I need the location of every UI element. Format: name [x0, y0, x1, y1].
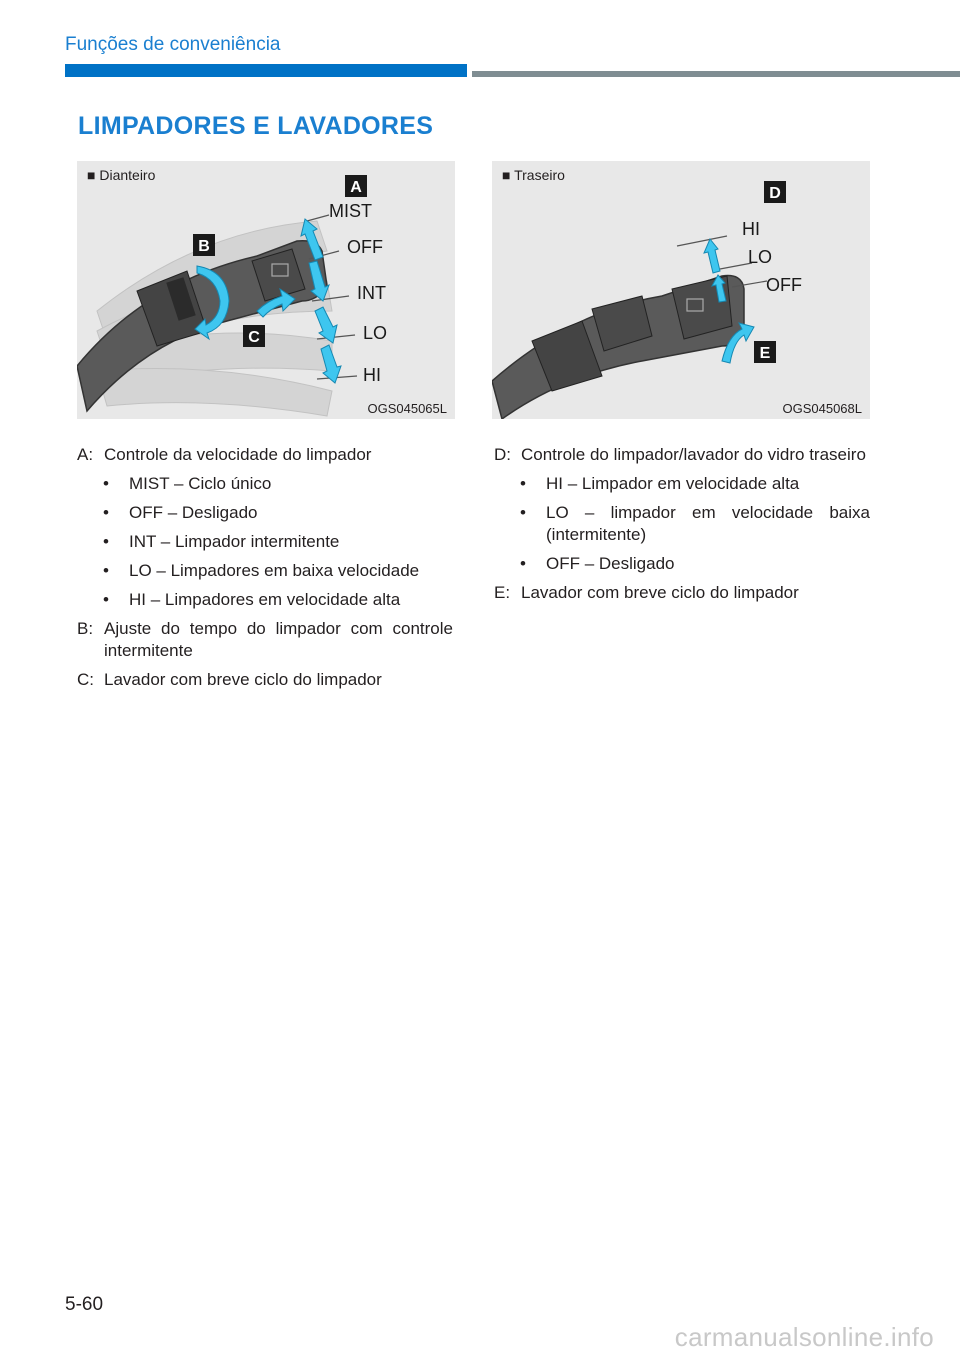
bullet-text: INT – Limpador intermitente: [129, 532, 340, 551]
item-b: [77, 618, 453, 662]
bullet-icon: •: [103, 590, 109, 609]
bullet-icon: •: [520, 474, 526, 493]
bullet-item: [77, 560, 453, 582]
item-text: Controle da velocidade do limpador: [104, 445, 372, 464]
item-text: Ajuste do tempo do limpador com controle intermitente: [104, 619, 453, 660]
bullet-text: OFF – Desligado: [546, 554, 675, 573]
label-lo-rear: LO: [748, 247, 773, 267]
bullet-item: [77, 531, 453, 553]
label-a: A: [350, 179, 362, 196]
front-wiper-illustration: [77, 161, 455, 419]
section-title: LIMPADORES E LAVADORES: [78, 112, 434, 140]
label-d: D: [769, 185, 781, 202]
figure-code-rear: OGS045068L: [782, 401, 862, 416]
figure-code-front: OGS045065L: [367, 401, 447, 416]
item-e: [494, 582, 870, 604]
bullet-text: HI – Limpadores em velocidade alta: [129, 590, 401, 609]
label-hi-rear: HI: [742, 219, 760, 239]
bullet-icon: •: [103, 532, 109, 551]
rear-wiper-illustration: [492, 161, 870, 419]
bullet-text: LO – limpador em velocidade baixa (intermitente): [546, 503, 870, 544]
bullet-item: [77, 473, 453, 495]
rear-wiper-description: [494, 444, 870, 611]
item-key: D:: [494, 445, 511, 464]
label-mist: MIST: [329, 201, 372, 221]
item-a: [77, 444, 453, 466]
bullet-item: [77, 502, 453, 524]
item-text: Lavador com breve ciclo do limpador: [104, 670, 382, 689]
label-hi: HI: [363, 365, 381, 385]
item-c: [77, 669, 453, 691]
figure-caption-rear: ■ Traseiro: [502, 167, 565, 183]
header-bar-gray: [472, 71, 960, 77]
item-key: A:: [77, 445, 94, 464]
item-text: Lavador com breve ciclo do limpador: [521, 583, 799, 602]
running-header: Funções de conveniência: [65, 34, 281, 55]
label-e: E: [759, 345, 771, 362]
page-number: 5-60: [65, 1294, 104, 1315]
bullet-text: MIST – Ciclo único: [129, 474, 272, 493]
bullet-icon: •: [520, 554, 526, 573]
bullet-icon: •: [103, 561, 109, 580]
item-key: B:: [77, 619, 94, 638]
bullet-text: HI – Limpador em velocidade alta: [546, 474, 800, 493]
label-off-rear: OFF: [766, 275, 802, 295]
figure-caption-front: ■ Dianteiro: [87, 167, 156, 183]
bullet-icon: •: [520, 503, 526, 522]
bullet-item: [494, 502, 870, 546]
item-d: [494, 444, 870, 466]
item-text: Controle do limpador/lavador do vidro traseiro: [521, 445, 866, 464]
label-c: C: [248, 329, 260, 346]
item-key: C:: [77, 670, 94, 689]
bullet-item: [494, 553, 870, 575]
bullet-icon: •: [103, 503, 109, 522]
label-off: OFF: [347, 237, 383, 257]
bullet-text: LO – Limpadores em baixa velocidade: [129, 561, 420, 580]
label-int: INT: [357, 283, 386, 303]
rear-wiper-figure: [492, 161, 870, 419]
bullet-item: [77, 589, 453, 611]
bullet-icon: •: [103, 474, 109, 493]
header-bar-blue: [65, 64, 467, 77]
label-lo: LO: [363, 323, 388, 343]
front-wiper-description: [77, 444, 453, 698]
label-b: B: [198, 238, 210, 255]
item-key: E:: [494, 583, 511, 602]
bullet-text: OFF – Desligado: [129, 503, 258, 522]
watermark: carmanualsonline.info: [674, 1322, 934, 1352]
bullet-item: [494, 473, 870, 495]
front-wiper-figure: [77, 161, 455, 419]
